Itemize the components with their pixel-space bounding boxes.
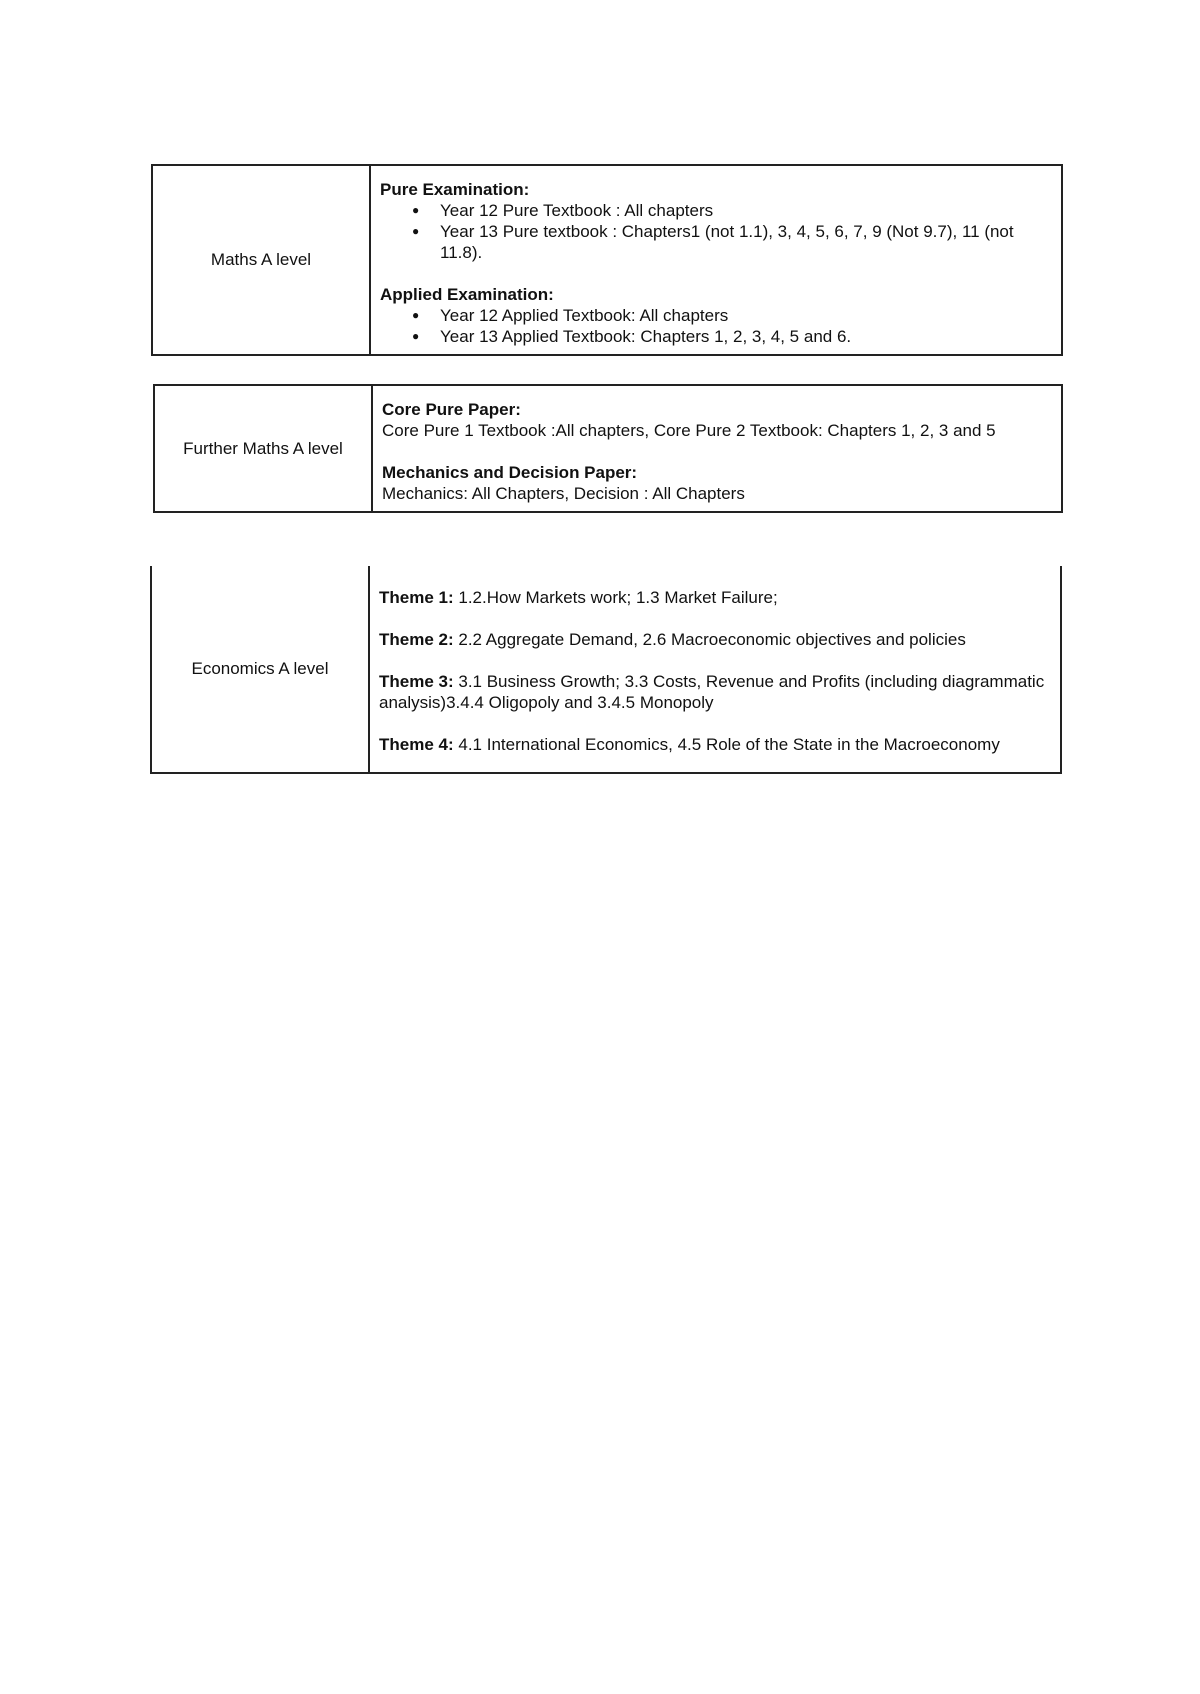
theme-label: Theme 3: — [379, 672, 454, 691]
further-maths-subject-cell — [154, 385, 372, 512]
maths-content-cell — [370, 165, 1062, 355]
pure-exam-item: ● Year 12 Pure Textbook : All chapters — [412, 200, 1051, 221]
economics-subject-cell — [151, 566, 369, 773]
applied-exam-item: ● Year 12 Applied Textbook: All chapters — [412, 305, 1051, 326]
economics-subject-label: Economics A level — [191, 659, 329, 678]
further-maths-content-cell — [372, 385, 1062, 512]
maths-subject-label: Maths A level — [210, 250, 312, 269]
maths-table — [151, 164, 1063, 356]
mechanics-decision-heading: Mechanics and Decision Paper: — [382, 463, 638, 482]
theme-text: 3.1 Business Growth; 3.3 Costs, Revenue and Profits (including diagrammatic analysis)3.4.4 Oligopoly and 3.4.5 Monopoly — [379, 672, 1045, 712]
theme-paragraph — [379, 671, 1050, 713]
pure-exam-list — [380, 200, 1051, 263]
applied-exam-item: ● Year 13 Applied Textbook: Chapters 1, 2, 3, 4, 5 and 6. — [412, 326, 1051, 347]
maths-subject-cell — [152, 165, 370, 355]
pure-exam-item: ● Year 13 Pure textbook : Chapters1 (not 1.1), 3, 4, 5, 6, 7, 9 (Not 9.7), 11 (not 11.8). — [412, 221, 1051, 263]
applied-exam-heading: Applied Examination: — [380, 285, 554, 304]
economics-table — [150, 566, 1062, 774]
theme-label: Theme 2: — [379, 630, 454, 649]
theme-text: 1.2.How Markets work; 1.3 Market Failure; — [453, 588, 778, 607]
mechanics-decision-text: Mechanics: All Chapters, Decision : All Chapters — [382, 484, 745, 503]
theme-text: 2.2 Aggregate Demand, 2.6 Macroeconomic objectives and policies — [453, 630, 966, 649]
theme-label: Theme 4: — [379, 735, 454, 754]
further-maths-table — [153, 384, 1063, 513]
theme-text: 4.1 International Economics, 4.5 Role of the State in the Macroeconomy — [453, 735, 1000, 754]
applied-exam-list — [380, 305, 1051, 347]
theme-paragraph — [379, 629, 1050, 650]
pure-exam-heading: Pure Examination: — [380, 180, 530, 199]
theme-label: Theme 1: — [379, 588, 454, 607]
core-pure-heading: Core Pure Paper: — [382, 400, 521, 419]
theme-paragraph — [379, 734, 1050, 755]
core-pure-text: Core Pure 1 Textbook :All chapters, Core Pure 2 Textbook: Chapters 1, 2, 3 and 5 — [382, 421, 996, 440]
theme-paragraph — [379, 587, 1050, 608]
further-maths-subject-label: Further Maths A level — [183, 438, 343, 458]
economics-content-cell — [369, 566, 1061, 773]
